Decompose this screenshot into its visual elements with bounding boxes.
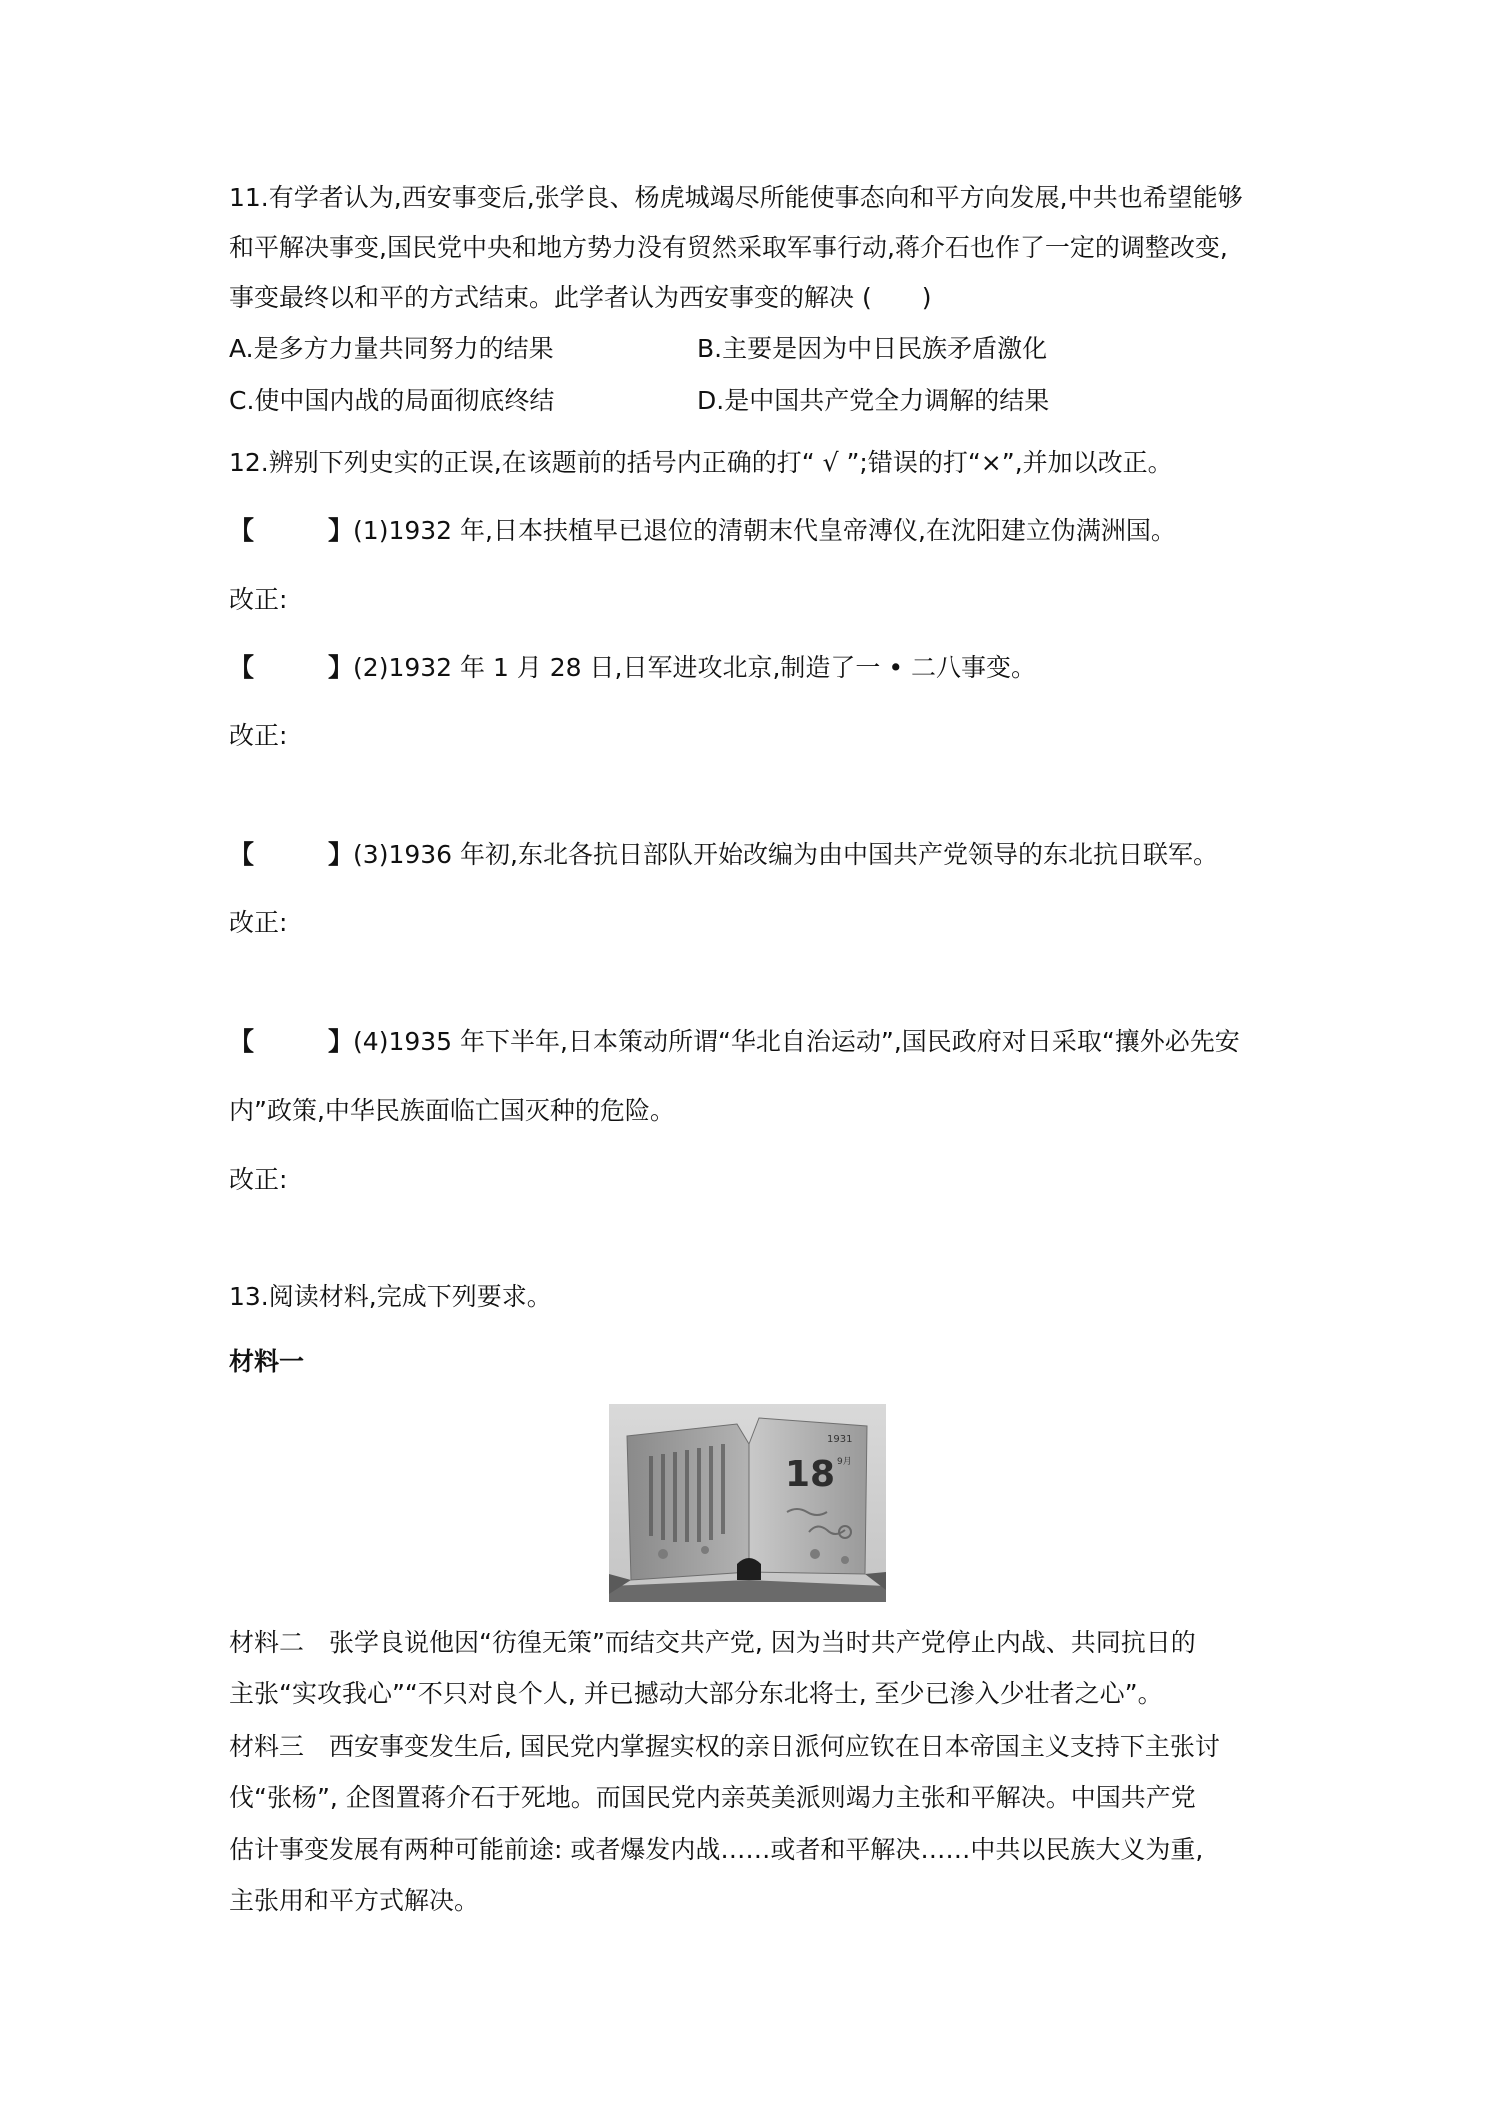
q12-stem: 12.辨别下列史实的正误,在该题前的括号内正确的打“ √ ”;错误的打“×”,并加以改正。 xyxy=(229,448,1173,477)
q12-item-text: (2)1932 年 1 月 28 日,日军进攻北京,制造了一 • 二八事变。 xyxy=(353,653,1037,682)
photo-year: 1931 xyxy=(827,1434,853,1445)
answer-bracket-right: 】 xyxy=(328,516,354,545)
answer-bracket-left: 【 xyxy=(229,840,255,869)
q11-stem-line-3: 事变最终以和平的方式结束。此学者认为西安事变的解决 ( ) xyxy=(229,283,932,312)
q11-option-b[interactable]: B.主要是因为中日民族矛盾激化 xyxy=(697,334,1048,363)
q12-item-text: (4)1935 年下半年,日本策动所谓“华北自治运动”,国民政府对日采取“攘外必先安 xyxy=(353,1027,1240,1056)
q11-option-d[interactable]: D.是中国共产党全力调解的结果 xyxy=(697,386,1050,415)
q11-option-c[interactable]: C.使中国内战的局面彻底终结 xyxy=(229,386,555,415)
material-3-line-3: 估计事变发展有两种可能前途: 或者爆发内战……或者和平解决……中共以民族大义为重, xyxy=(229,1835,1204,1864)
q12-correction-label: 改正: xyxy=(229,1165,288,1194)
q11-stem-line-2: 和平解决事变,国民党中央和地方势力没有贸然采取军事行动,蒋介石也作了一定的调整改变, xyxy=(229,233,1228,262)
q12-item-text: (3)1936 年初,东北各抗日部队开始改编为由中国共产党领导的东北抗日联军。 xyxy=(353,840,1218,869)
q12-correction-label: 改正: xyxy=(229,721,288,750)
answer-bracket-left: 【 xyxy=(229,653,255,682)
material-1-label: 材料一 xyxy=(229,1347,305,1376)
q12-correction-label: 改正: xyxy=(229,908,288,937)
q11-option-a[interactable]: A.是多方力量共同努力的结果 xyxy=(229,334,554,363)
q11-stem-line-1: 11.有学者认为,西安事变后,张学良、杨虎城竭尽所能使事态向和平方向发展,中共也希望能够 xyxy=(229,183,1243,212)
photo-day: 18 xyxy=(785,1454,836,1495)
material-3-line-2: 伐“张杨”, 企图置蒋介石于死地。而国民党内亲英美派则竭力主张和平解决。中国共产党 xyxy=(229,1783,1196,1812)
photo-month: 9月 xyxy=(837,1457,852,1467)
material-3-line-1: 材料三 西安事变发生后, 国民党内掌握实权的亲日派何应钦在日本帝国主义支持下主张讨 xyxy=(229,1732,1220,1761)
q12-item-4 xyxy=(229,1025,1240,1059)
q12-item-2 xyxy=(229,651,1036,685)
material-3-line-4: 主张用和平方式解决。 xyxy=(229,1886,480,1915)
material-2-line-2: 主张“实攻我心”“不只对良个人, 并已撼动大部分东北将士, 至少已渗入少壮者之心”。 xyxy=(229,1679,1163,1708)
answer-bracket-right: 】 xyxy=(328,840,354,869)
q12-item-4-continued: 内”政策,中华民族面临亡国灭种的危险。 xyxy=(229,1096,675,1125)
q13-stem: 13.阅读材料,完成下列要求。 xyxy=(229,1282,552,1311)
answer-bracket-left: 【 xyxy=(229,1027,255,1056)
q12-item-1 xyxy=(229,514,1176,548)
monument-photo xyxy=(609,1404,886,1602)
answer-bracket-right: 】 xyxy=(328,1027,354,1056)
answer-bracket-right: 】 xyxy=(328,653,354,682)
answer-bracket-left: 【 xyxy=(229,516,255,545)
q12-item-3 xyxy=(229,838,1218,872)
material-2-line-1: 材料二 张学良说他因“彷徨无策”而结交共产党, 因为当时共产党停止内战、共同抗日的 xyxy=(229,1628,1196,1657)
q12-item-text: (1)1932 年,日本扶植早已退位的清朝末代皇帝溥仪,在沈阳建立伪满洲国。 xyxy=(353,516,1176,545)
q12-correction-label: 改正: xyxy=(229,585,288,614)
